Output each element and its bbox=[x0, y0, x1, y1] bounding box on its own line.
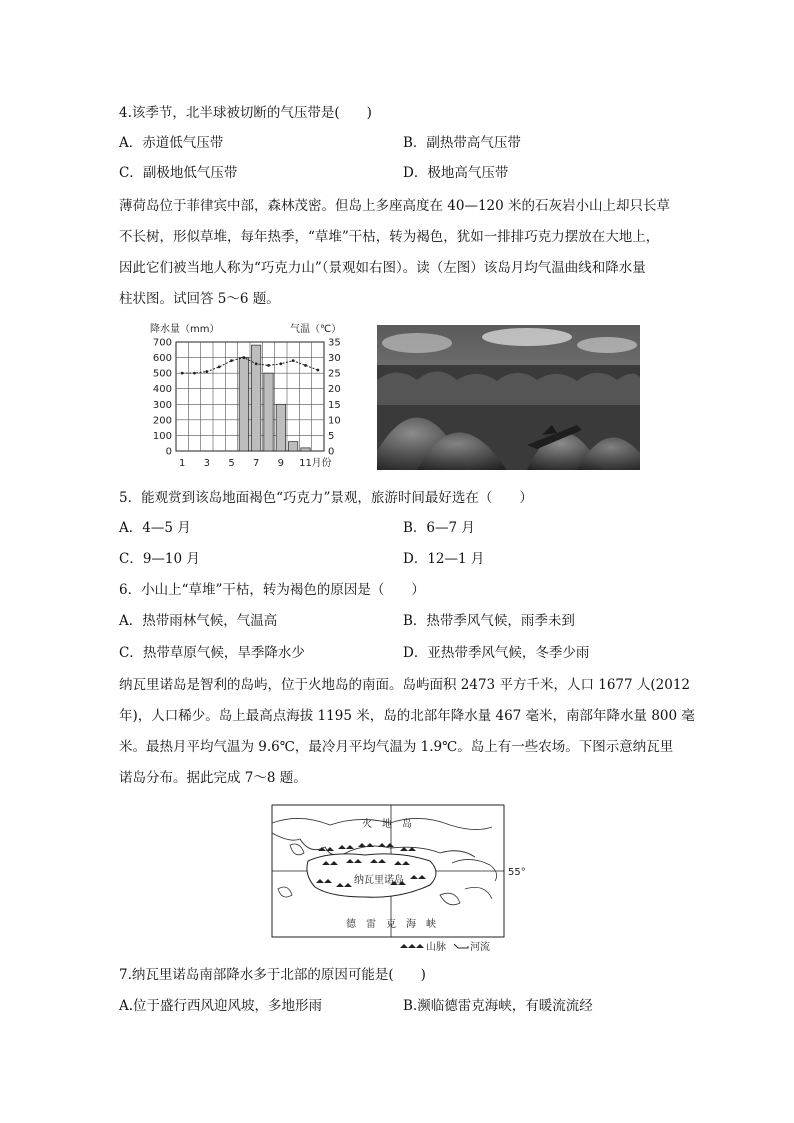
q6-option-d: D．亚热带季风气候，冬季少雨 bbox=[403, 645, 590, 661]
temperature-point bbox=[230, 359, 233, 362]
y-tick-label: 300 bbox=[152, 399, 172, 411]
q6-option-c: C．热带草原气候，旱季降水少 bbox=[119, 645, 305, 661]
hills-illustration bbox=[377, 325, 640, 470]
precipitation-bar bbox=[301, 448, 310, 451]
passage1-line-3: 因此它们被当地人称为“巧克力山”（景观如右图）。读（左图）该岛月均气温曲线和降水量 bbox=[119, 260, 646, 276]
temperature-point bbox=[242, 356, 245, 359]
y-tick-label: 500 bbox=[152, 368, 172, 380]
q5-option-c: C．9—10 月 bbox=[119, 551, 200, 567]
river-legend-icon bbox=[454, 944, 468, 948]
temperature-point bbox=[205, 370, 208, 373]
temperature-point bbox=[267, 364, 270, 367]
chart-y2label: 气温（℃） bbox=[290, 324, 342, 335]
y2-tick-label: 15 bbox=[328, 399, 341, 411]
passage2-line-2: 年)，人口稀少。岛上最高点海拔 1195 米，岛的北部年降水量 467 毫米，南部年降水量 800 毫 bbox=[119, 708, 695, 724]
q5-option-b: B．6—7 月 bbox=[403, 520, 475, 536]
map-label-navarino: 纳瓦里诺岛 bbox=[354, 875, 404, 886]
chocolate-hills-photo bbox=[377, 325, 640, 470]
q4-option-d: D．极地高气压带 bbox=[403, 165, 509, 181]
y-tick-label: 700 bbox=[152, 337, 172, 349]
q6-stem: 6．小山上“草堆”干枯，转为褐色的原因是（ ） bbox=[119, 582, 425, 598]
y2-tick-label: 25 bbox=[328, 368, 341, 380]
map-legend bbox=[400, 940, 490, 953]
q4-option-c: C．副极地低气压带 bbox=[119, 165, 238, 181]
q5-option-d: D．12—1 月 bbox=[403, 551, 485, 567]
x-tick-label: 1 bbox=[178, 458, 186, 469]
map-label-tierra-del-fuego: 火 地 岛 bbox=[362, 819, 412, 830]
temperature-point bbox=[279, 362, 282, 365]
temperature-point bbox=[218, 366, 221, 369]
temperature-point bbox=[316, 369, 319, 372]
temperature-point bbox=[193, 372, 196, 375]
x-tick-label: 9 bbox=[277, 458, 285, 469]
x-tick-label: 5 bbox=[228, 458, 235, 469]
climate-chart bbox=[140, 320, 355, 472]
q6-option-b: B．热带季风气候，雨季未到 bbox=[403, 613, 575, 629]
precipitation-bar bbox=[276, 404, 285, 451]
precipitation-bar bbox=[289, 442, 298, 451]
mountain-legend-icon bbox=[400, 944, 424, 948]
q4-option-b: B．副热带高气压带 bbox=[403, 135, 521, 151]
passage2-line-1: 纳瓦里诺岛是智利的岛屿，位于火地岛的南面。岛屿面积 2473 平方千米，人口 1677 人(2012 bbox=[119, 677, 691, 693]
y-tick-label: 0 bbox=[165, 446, 172, 458]
y2-tick-label: 30 bbox=[328, 353, 341, 365]
y2-tick-label: 35 bbox=[328, 337, 341, 349]
chart-ylabel: 降水量（mm） bbox=[150, 324, 220, 335]
q7-stem: 7.纳瓦里诺岛南部降水多于北部的原因可能是( ) bbox=[119, 967, 426, 983]
legend-mountain-label: 山脉 bbox=[426, 942, 446, 953]
temperature-point bbox=[181, 372, 184, 375]
x-tick-label: 11 bbox=[299, 458, 312, 469]
passage2-line-3: 米。最热月平均气温为 9.6℃，最冷月平均气温为 1.9℃。岛上有一些农场。下图示意纳瓦里 bbox=[119, 739, 674, 755]
map-label-drake-passage: 德 雷 克 海 峡 bbox=[346, 919, 436, 930]
legend-river-label: 河流 bbox=[470, 942, 490, 953]
passage2-line-4: 诺岛分布。据此完成 7～8 题。 bbox=[119, 770, 307, 786]
navarino-map bbox=[270, 803, 526, 953]
y2-tick-label: 20 bbox=[328, 384, 341, 396]
y2-tick-label: 10 bbox=[328, 415, 341, 427]
temperature-point bbox=[292, 359, 295, 362]
x-tick-label: 7 bbox=[252, 458, 260, 469]
y-tick-label: 600 bbox=[152, 353, 172, 365]
precipitation-bar bbox=[264, 373, 273, 451]
precipitation-bar bbox=[252, 345, 261, 451]
passage1-line-1: 薄荷岛位于菲律宾中部，森林茂密。但岛上多座高度在 40—120 米的石灰岩小山上却只长草 bbox=[119, 198, 671, 214]
q5-option-a: A．4—5 月 bbox=[119, 520, 191, 536]
temperature-point bbox=[304, 364, 307, 367]
q4-stem: 4.该季节，北半球被切断的气压带是( ) bbox=[119, 105, 372, 121]
passage1-line-2: 不长树，形似草堆，每年热季，“草堆”干枯，转为褐色，犹如一排排巧克力摆放在大地上， bbox=[119, 229, 660, 245]
x-tick-label: 3 bbox=[203, 458, 211, 469]
y2-tick-label: 0 bbox=[328, 446, 335, 458]
y2-tick-label: 5 bbox=[328, 430, 335, 442]
q7-option-a: A.位于盛行西风迎风坡，多地形雨 bbox=[119, 998, 323, 1014]
temperature-point bbox=[255, 362, 258, 365]
precipitation-bar bbox=[239, 358, 248, 451]
q4-option-a: A．赤道低气压带 bbox=[119, 135, 224, 151]
y-tick-label: 400 bbox=[152, 384, 172, 396]
y-tick-label: 100 bbox=[152, 430, 172, 442]
q6-option-a: A．热带雨林气候，气温高 bbox=[119, 613, 278, 629]
map-label-latitude: 55° bbox=[508, 867, 526, 878]
x-unit-label: 月份 bbox=[311, 458, 332, 469]
q7-option-b: B.濒临德雷克海峡，有暖流流经 bbox=[403, 998, 593, 1014]
q5-stem: 5．能观赏到该岛地面褐色“巧克力”景观，旅游时间最好选在（ ） bbox=[119, 490, 533, 506]
y-tick-label: 200 bbox=[152, 415, 172, 427]
passage1-line-4: 柱状图。试回答 5～6 题。 bbox=[119, 291, 280, 307]
